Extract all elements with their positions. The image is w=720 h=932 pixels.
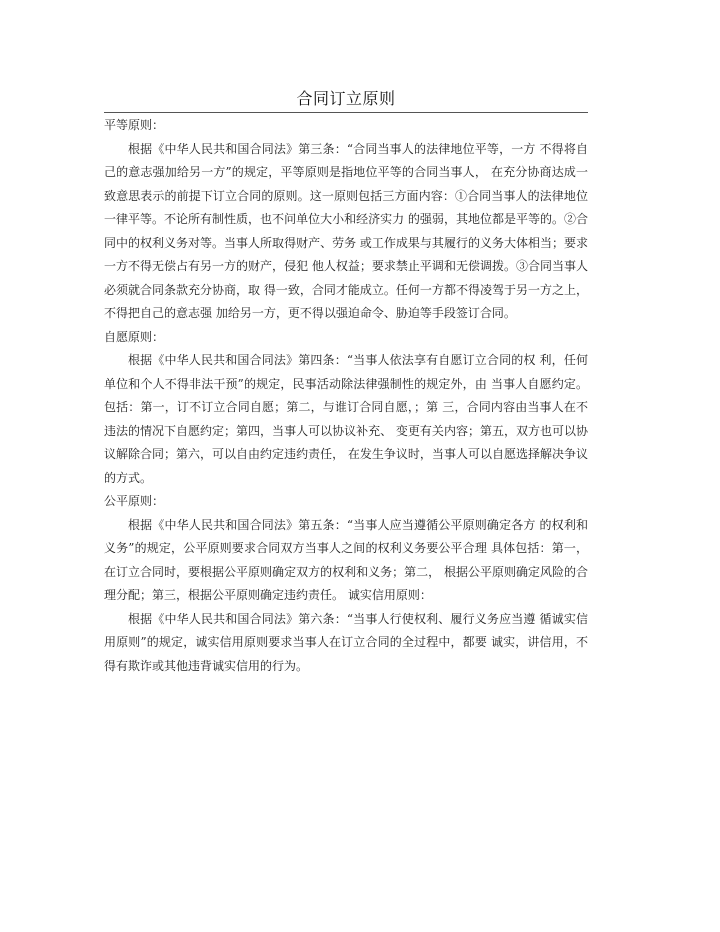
section-heading-equality: 平等原则： (104, 118, 165, 132)
section-text-fairness: 根据《中华人民共和国合同法》第五条：“当事人应当遵循公平原则确定各方 的权利和义务”的规定，公平原则要求合同双方当事人之间的权利义务要公平合理 具体包括：第一，在订立合同时，要根据公平原则确定双方的权利和义务；第二， 根据公平原则确定风险的合理分配；第三，根据公平原则确定违约责任。 诚实信用原则： (104, 517, 588, 602)
section-text-voluntariness: 根据《中华人民共和国合同法》第四条：“当事人依法享有自愿订立合同的权 利，任何单位和个人不得非法干预”的规定，民事活动除法律强制性的规定外，由 当事人自愿约定。包括：第一，订不订立合同自愿；第二，与谁订合同自愿，；第 三，合同内容由当事人在不违法的情况下自愿约定；第四，当事人可以协议补充、 变更有关内容；第五，双方也可以协议解除合同；第六，可以自由约定违约责任， 在发生争议时，当事人可以自愿选择解决争议的方式。 (104, 353, 588, 485)
document-body (104, 114, 588, 678)
section-text-good-faith: 根据《中华人民共和国合同法》第六条：“当事人行使权利、履行义务应当遵 循诚实信用原则”的规定，诚实信用原则要求当事人在订立合同的全过程中，都要 诚实，讲信用，不得有欺诈或其他违背诚实信用的行为。 (104, 611, 588, 673)
section-text-equality: 根据《中华人民共和国合同法》第三条：“合同当事人的法律地位平等，一方 不得将自己的意志强加给另一方”的规定，平等原则是指地位平等的合同当事人， 在充分协商达成一致意思表示的前提下订立合同的原则。这一原则包括三方面内容：①合同当事人的法律地位一律平等。不论所有制性质，也不问单位大小和经济实力 的强弱，其地位都是平等的。②合同中的权利义务对等。当事人所取得财产、劳务 或工作成果与其履行的义务大体相当；要求一方不得无偿占有另一方的财产，侵犯 他人权益；要求禁止平调和无偿调拨。③合同当事人必须就合同条款充分协商，取 得一致，合同才能成立。任何一方都不得凌驾于另一方之上，不得把自己的意志强 加给另一方，更不得以强迫命令、胁迫等手段签订合同。 (104, 141, 588, 320)
title-underline (104, 112, 588, 113)
section-heading-voluntariness: 自愿原则： (104, 329, 165, 344)
document-title: 合同订立原则 (296, 89, 396, 108)
section-heading-fairness: 公平原则： (104, 494, 165, 508)
